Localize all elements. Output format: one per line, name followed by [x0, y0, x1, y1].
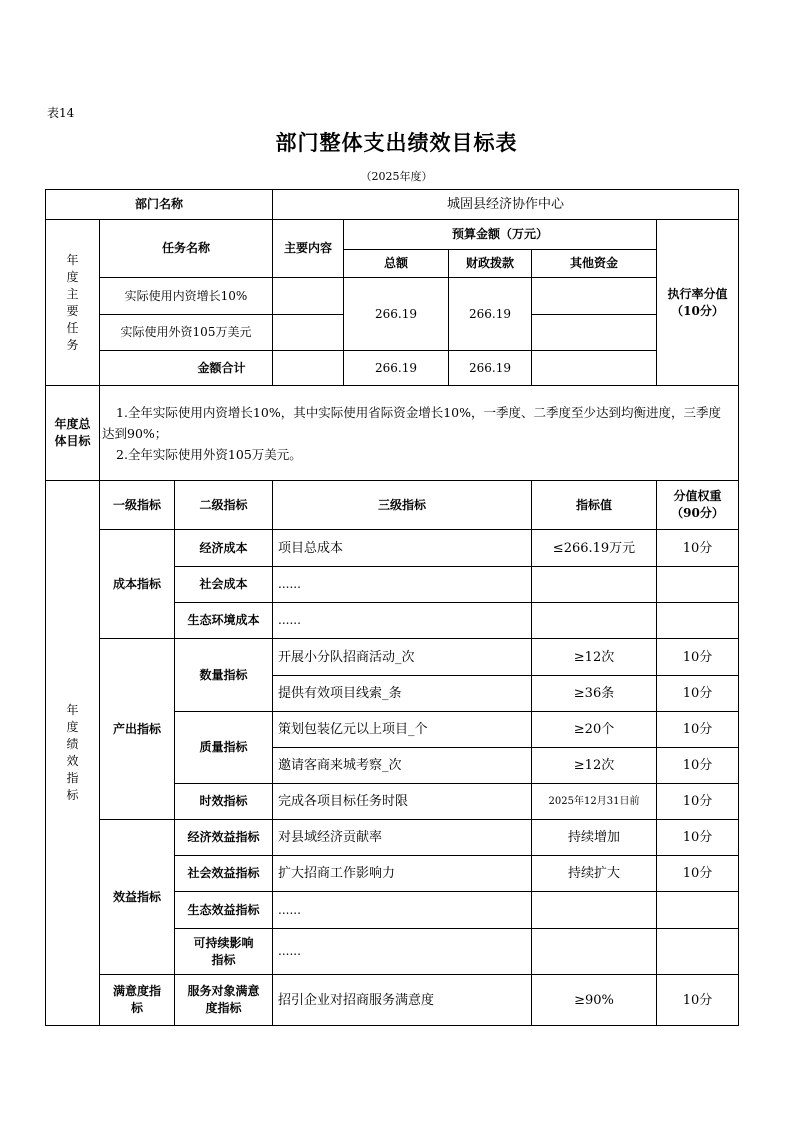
value-cell: ≥36条 [573, 686, 615, 701]
level2-cell: 服务对象满意度指标 [187, 984, 260, 1015]
col-weight-header: 分值权重（90分） [671, 489, 724, 520]
group-output: 产出指标 [112, 721, 161, 736]
level3-cell: ...... [278, 902, 301, 917]
level3-cell: 扩大招商工作影响力 [278, 866, 396, 881]
level2-cell: 生态环境成本 [187, 613, 260, 627]
weight-cell: 10分 [682, 830, 713, 845]
level3-cell: 策划包装亿元以上项目_个 [278, 722, 428, 737]
task-item: 实际使用外资105万美元 [120, 325, 252, 339]
group-cost: 成本指标 [112, 576, 161, 591]
level2-cell: 社会成本 [199, 577, 248, 591]
task-fiscal-value: 266.19 [469, 306, 511, 321]
level3-cell: 提供有效项目线索_条 [278, 686, 402, 701]
other-funds-header: 其他资金 [569, 256, 618, 270]
goal-line-2: 2.全年实际使用外资105万美元。 [116, 447, 302, 462]
sum-label: 金额合计 [197, 360, 246, 375]
sum-total-value: 266.19 [375, 360, 417, 375]
total-header: 总额 [383, 256, 408, 270]
weight-cell: 10分 [682, 758, 713, 773]
value-cell: ≥20个 [573, 722, 615, 737]
level3-cell: 完成各项目标任务时限 [278, 794, 409, 809]
weight-cell: 10分 [682, 992, 713, 1008]
level3-cell: 项目总成本 [278, 540, 344, 556]
value-cell: 持续扩大 [567, 866, 620, 881]
level2-cell: 时效指标 [199, 794, 248, 808]
level2-cell: 经济成本 [199, 540, 248, 555]
task-total-value: 266.19 [375, 306, 417, 321]
value-cell: ≥12次 [573, 758, 615, 773]
tasks-side-label-text: 年度主要任务 [66, 252, 79, 352]
weight-cell: 10分 [682, 540, 713, 556]
level2-cell: 质量指标 [199, 740, 248, 754]
execution-rate-header: 执行率分值（10分） [667, 286, 728, 318]
budget-header: 预算金额（万元） [451, 227, 548, 241]
goals-side-label: 年度总体目标 [54, 417, 91, 448]
sum-fiscal-value: 266.19 [469, 360, 511, 375]
page-title: 部门整体支出绩效目标表 [275, 131, 518, 155]
weight-cell: 10分 [682, 794, 713, 809]
level3-cell: 对县域经济贡献率 [278, 830, 383, 845]
value-cell: ≤266.19万元 [552, 540, 636, 556]
indicators-side-label-text: 年度绩效指标 [66, 703, 79, 802]
level2-cell: 数量指标 [199, 667, 248, 682]
col-value-header: 指标值 [575, 497, 612, 512]
col-level1-header: 一级指标 [112, 497, 161, 512]
group-benefit: 效益指标 [112, 889, 161, 904]
level3-cell: 邀请客商来城考察_次 [278, 758, 402, 773]
level3-cell: ...... [278, 577, 301, 591]
weight-cell: 10分 [682, 686, 713, 701]
goal-line-1: 1.全年实际使用内资增长10%，其中实际使用省际资金增长10%，一季度、二季度至少达到均衡进度，三季度达到90%； [102, 405, 721, 441]
col-level3-header: 三级指标 [377, 497, 426, 512]
table-label: 表14 [47, 106, 75, 120]
year-subtitle: （2025年度） [360, 170, 433, 183]
tasks-side-label [46, 220, 99, 385]
main-content-header: 主要内容 [283, 241, 332, 255]
value-cell: ≥12次 [573, 649, 615, 665]
level3-cell: ...... [278, 944, 301, 958]
fiscal-header: 财政拨款 [465, 256, 514, 270]
task-name-header: 任务名称 [161, 241, 210, 255]
indicators-side-label [46, 481, 99, 1025]
level3-cell: 招引企业对招商服务满意度 [278, 992, 435, 1008]
weight-cell: 10分 [682, 866, 713, 881]
level2-cell: 生态效益指标 [187, 902, 260, 917]
dept-name-value: 城固县经济协作中心 [446, 197, 564, 212]
level2-cell: 社会效益指标 [187, 866, 260, 880]
level2-cell: 可持续影响指标 [193, 935, 254, 967]
group-satisfaction: 满意度指标 [112, 984, 161, 1015]
value-cell: 持续增加 [567, 830, 620, 845]
level3-cell: 开展小分队招商活动_次 [278, 649, 415, 665]
weight-cell: 10分 [682, 722, 713, 737]
value-cell: ≥90% [574, 992, 614, 1008]
task-item: 实际使用内资增长10% [124, 288, 248, 303]
col-level2-header: 二级指标 [199, 497, 248, 512]
level2-cell: 经济效益指标 [187, 830, 260, 844]
level3-cell: ...... [278, 613, 301, 627]
value-cell: 2025年12月31日前 [548, 796, 640, 807]
dept-name-label: 部门名称 [134, 197, 183, 211]
weight-cell: 10分 [682, 649, 713, 665]
